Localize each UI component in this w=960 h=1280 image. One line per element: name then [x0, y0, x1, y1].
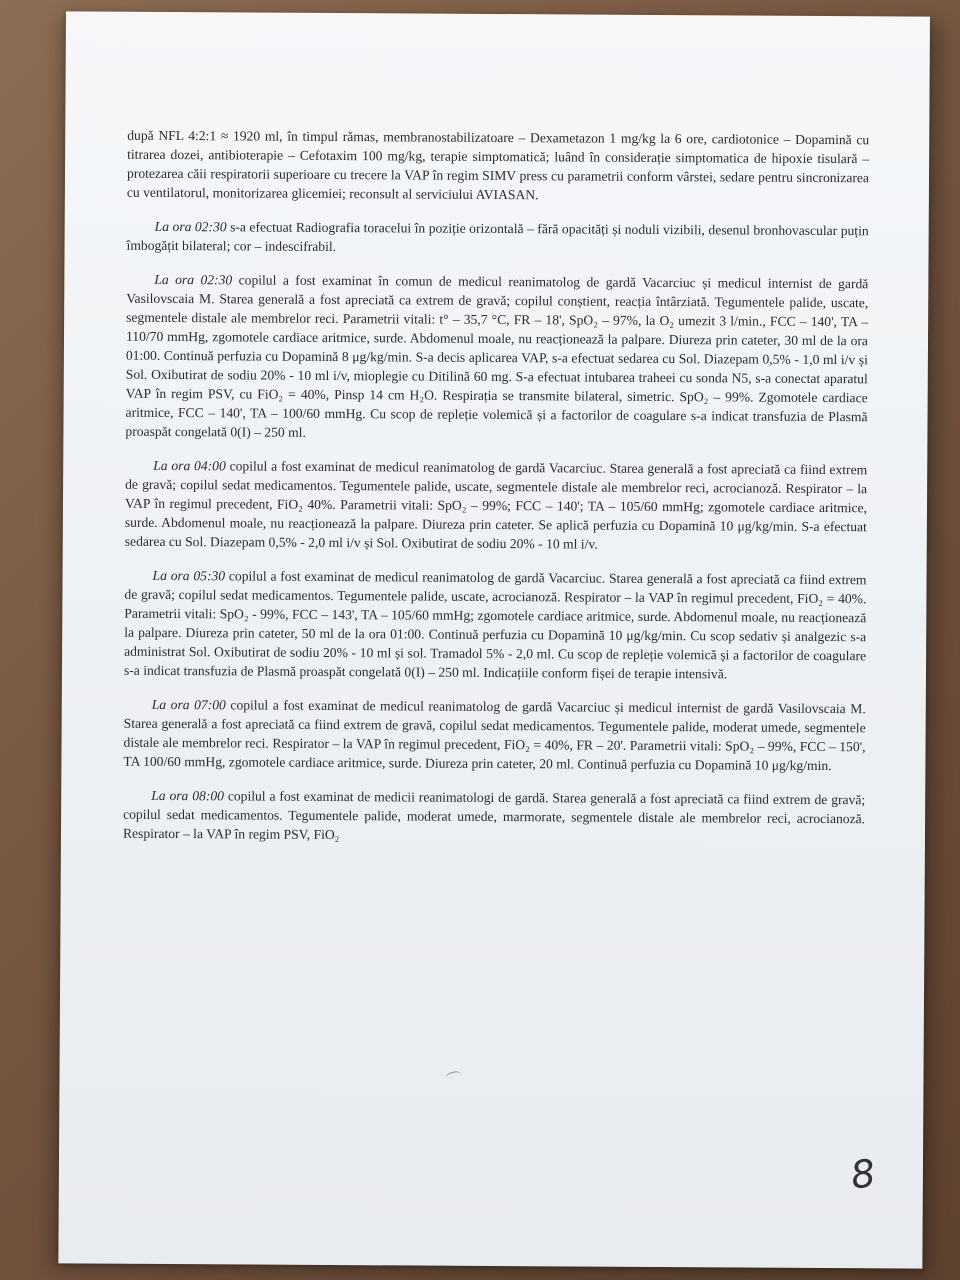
- paragraph-treatment-plan: [127, 126, 869, 207]
- document-page: [58, 11, 930, 1268]
- time-lead: La ora 08:00: [151, 787, 225, 804]
- handwritten-page-number: 8: [847, 1150, 878, 1198]
- time-lead: La ora 02:30: [154, 218, 227, 235]
- paragraph-radiography-0230: [127, 217, 869, 260]
- paragraph-text: copilul a fost examinat de medicul reanimatolog de gardă Vacarciuc și medicul internist de gardă Vasilovscaia M. Starea generală a fost apreciată ca fiind extrem de gravă, copilul sedat medicamentos. Tegumentele palide, moderat umede, segmentele distale ale membrelor reci. Respirator – la VAP în regimul precedent, FiO₂ = 40%, FR – 20'. Parametrii vitali: SpO₂ – 99%, FCC – 150', TA 100/60 mmHg, zgomotele cardiace aritmice, surde. Diureza prin cateter, 20 ml. Continuă perfuzia cu Dopamină 10 μg/kg/min.: [123, 697, 866, 774]
- paragraph-exam-0800: [123, 786, 865, 848]
- time-lead: La ora 07:00: [151, 696, 226, 713]
- paragraph-exam-0230: [125, 270, 868, 446]
- paragraph-text: copilul a fost examinat de medicul reanimatolog de gardă Vacarciuc. Starea generală a fost apreciată ca fiind extrem de gravă; copilul sedat medicamentos. Tegumentele palide, uscate, segmentele distale ale membrelor reci, acrocianoză. Respirator – la VAP în regimul precedent, FiO₂ 40%. Parametrii vitali: SpO₂ – 99%; FCC – 140'; TA – 105/60 mmHg; zgomotele cardiace aritmice, surde. Abdomenul moale, nu reacționează la palpare. Diureza prin cateter. Se aplică perfuzia cu Dopamină 10 μg/kg/min. S-a efectuat sedarea cu Sol. Diazepam 0,5% - 2,0 ml i/v și Sol. Oxibutirat de sodiu 20% - 10 ml i/v.: [124, 458, 868, 552]
- paragraph-text: copilul a fost examinat de medicul reanimatolog de gardă Vacarciuc. Starea generală a fost apreciată ca fiind extrem de gravă; copilul sedat medicamentos. Tegumentele palide, uscate, acrocianoză. Respirator – la VAP în regimul precedent, FiO₂ = 40%. Parametrii vitali: SpO₂ - 99%, FCC – 143', TA – 105/60 mmHg; zgomotele cardiace aritmice, surde. Abdomenul moale, nu reacționează la palpare. Diureza prin cateter, 50 ml de la ora 01:00. Continuă perfuzia cu Dopamină 10 μg/kg/min. Cu scop sedativ și analgezic s-a administrat Sol. Oxibutirat de sodiu 20% - 10 ml și sol. Tramadol 5% - 2,0 ml. Cu scop de repleție volemică și a factorilor de coagulare s-a indicat transfuzia de Plasmă proaspăt congelată 0(I) – 250 ml. Indicațiile conform fișei de terapie intensivă.: [123, 568, 867, 682]
- paragraph-exam-0530: [124, 566, 867, 685]
- paragraph-text: copilul a fost examinat de medicii reanimatologi de gardă. Starea generală a fost apreciată ca fiind extrem de gravă; copilul sedat medicamentos. Tegumentele palide, moderat umede, marmorate, segmentele distale ale membrelor reci, acrocianoză. Respirator – la VAP în regim PSV, FiO₂: [122, 788, 866, 843]
- time-lead: La ora 04:00: [153, 457, 226, 474]
- paragraph-text: s-a efectuat Radiografia toracelui în poziție orizontală – fără opacități și noduli vizibili, desenul bronhovascular puțin îmbogățit bilateral; cor – indescifrabil.: [126, 219, 869, 255]
- paragraph-text: copilul a fost examinat în comun de medicul reanimatolog de gardă Vacarciuc și medicul internist de gardă Vasilovscaia M. Starea generală a fost apreciată ca extrem de gravă; copilul conștient, reacția întârziată. Tegumentele palide, uscate, segmentele distale ale membrelor reci. Parametrii vitali: t° – 35,7 °C, FR – 18', SpO₂ – 97%, la O₂ umezit 3 l/min., FCC – 140', TA – 110/70 mmHg, zgomotele cardiace aritmice, surde. Abdomenul moale, nu reacționează la palpare. Diureza prin cateter, 30 ml de la ora 01:00. Continuă perfuzia cu Dopamină 8 μg/kg/min. S-a decis aplicarea VAP, s-a efectuat sedarea cu Sol. Diazepam 0,5% - 1,0 ml i/v și Sol. Oxibutirat de sodiu 20% - 10 ml i/v, mioplegie cu Ditilină 60 mg. S-a efectuat intubarea traheei cu sonda N5, s-a conectat aparatul VAP în regim PSV, cu FiO₂ = 40%, Pinsp 14 cm H₂O. Respirația se transmite bilateral, simetric. SpO₂ – 99%. Zgomotele cardiace aritmice, FCC – 140', TA – 100/60 mmHg. Cu scop de repleție volemică și a factorilor de coagulare s-a indicat transfuzia de Plasmă proaspăt congelată 0(I) – 250 ml.: [125, 272, 869, 440]
- paragraph-text: după NFL 4:2:1 ≈ 1920 ml, în timpul rămas, membranostabilizatoare – Dexametazon 1 mg/kg la 6 ore, cardiotonice – Dopamină cu titrarea dozei, antibioterapie – Cefotaxim 100 mg/kg, terapie simptomatică; luând în considerație simptomatica de hipoxie tisulară – protezarea căii respiratorii superioare cu trecere la VAP în regim SIMV press cu parametrii conform vârstei, sedare pentru sincronizarea cu ventilatorul, monitorizarea glicemiei; reconsult al serviciului AVIASAN.: [126, 127, 870, 203]
- paragraph-exam-0700: [123, 695, 865, 776]
- paragraph-exam-0400: [125, 456, 868, 556]
- time-lead: La ora 02:30: [154, 271, 233, 288]
- pen-mark: [445, 1070, 463, 1083]
- document-body: [123, 126, 869, 863]
- time-lead: La ora 05:30: [152, 567, 226, 584]
